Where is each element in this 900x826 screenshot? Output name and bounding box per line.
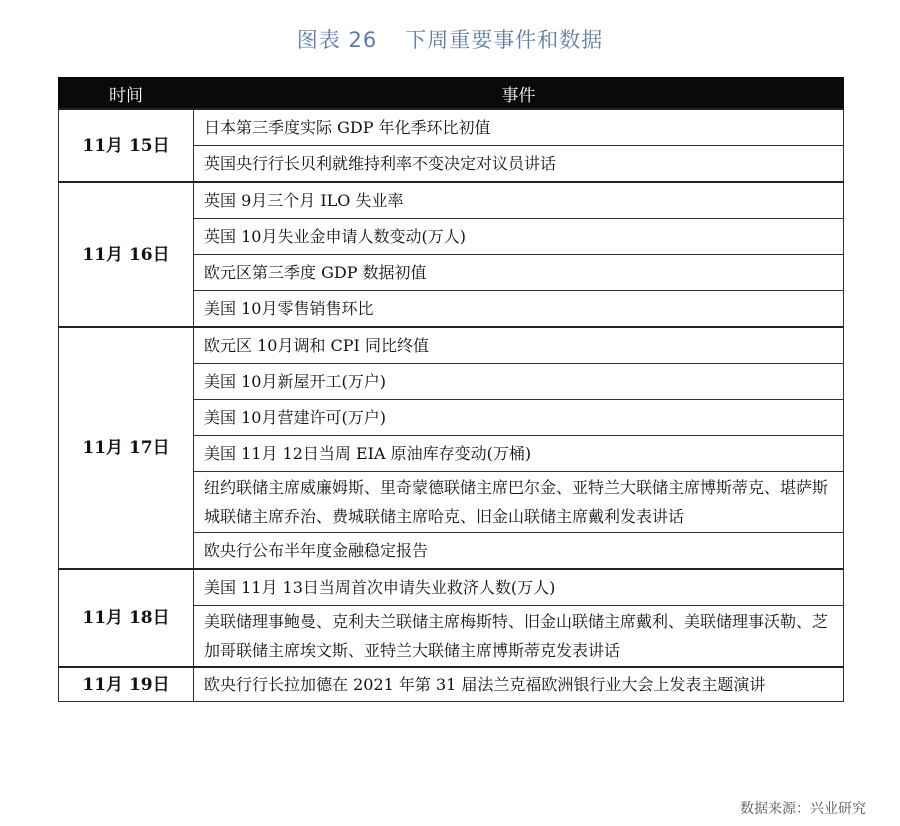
table-row — [59, 182, 844, 219]
data-source-note: 数据来源：兴业研究 — [740, 801, 866, 817]
event-cell: 欧央行行长拉加德在 2021 年第 31 届法兰克福欧洲银行业大会上发表主题演讲 — [194, 667, 844, 702]
event-cell: 美国 11月 12日当周 EIA 原油库存变动(万桶) — [194, 436, 844, 472]
event-cell: 美联储理事鲍曼、克利夫兰联储主席梅斯特、旧金山联储主席戴利、美联储理事沃勒、芝加哥联储主席埃文斯、亚特兰大联储主席博斯蒂克发表讲话 — [194, 606, 844, 668]
table-row — [59, 569, 844, 606]
event-cell: 欧央行公布半年度金融稳定报告 — [194, 533, 844, 570]
table-row — [59, 667, 844, 702]
event-cell: 欧元区 10月调和 CPI 同比终值 — [194, 327, 844, 364]
date-cell: 11月 15日 — [59, 109, 194, 182]
header-time: 时间 — [59, 78, 194, 110]
event-cell: 英国央行行长贝利就维持利率不变决定对议员讲话 — [194, 146, 844, 183]
date-cell: 11月 18日 — [59, 569, 194, 667]
header-event: 事件 — [194, 78, 844, 110]
date-cell: 11月 17日 — [59, 327, 194, 569]
table-header-row — [59, 78, 844, 110]
event-cell: 英国 9月三个月 ILO 失业率 — [194, 182, 844, 219]
event-cell: 美国 10月营建许可(万户) — [194, 400, 844, 436]
event-cell: 美国 10月新屋开工(万户) — [194, 364, 844, 400]
event-cell: 日本第三季度实际 GDP 年化季环比初值 — [194, 109, 844, 146]
events-table — [58, 77, 843, 702]
page-title — [0, 24, 900, 54]
date-cell: 11月 19日 — [59, 667, 194, 702]
event-cell: 美国 11月 13日当周首次申请失业救济人数(万人) — [194, 569, 844, 606]
event-cell: 英国 10月失业金申请人数变动(万人) — [194, 219, 844, 255]
event-cell: 纽约联储主席威廉姆斯、里奇蒙德联储主席巴尔金、亚特兰大联储主席博斯蒂克、堪萨斯城联储主席乔治、费城联储主席哈克、旧金山联储主席戴利发表讲话 — [194, 472, 844, 533]
figure-title: 下周重要事件和数据 — [405, 28, 604, 52]
event-cell: 美国 10月零售销售环比 — [194, 291, 844, 328]
table-row — [59, 327, 844, 364]
table-row — [59, 109, 844, 146]
event-cell: 欧元区第三季度 GDP 数据初值 — [194, 255, 844, 291]
date-cell: 11月 16日 — [59, 182, 194, 327]
figure-number: 图表 26 — [296, 28, 378, 52]
